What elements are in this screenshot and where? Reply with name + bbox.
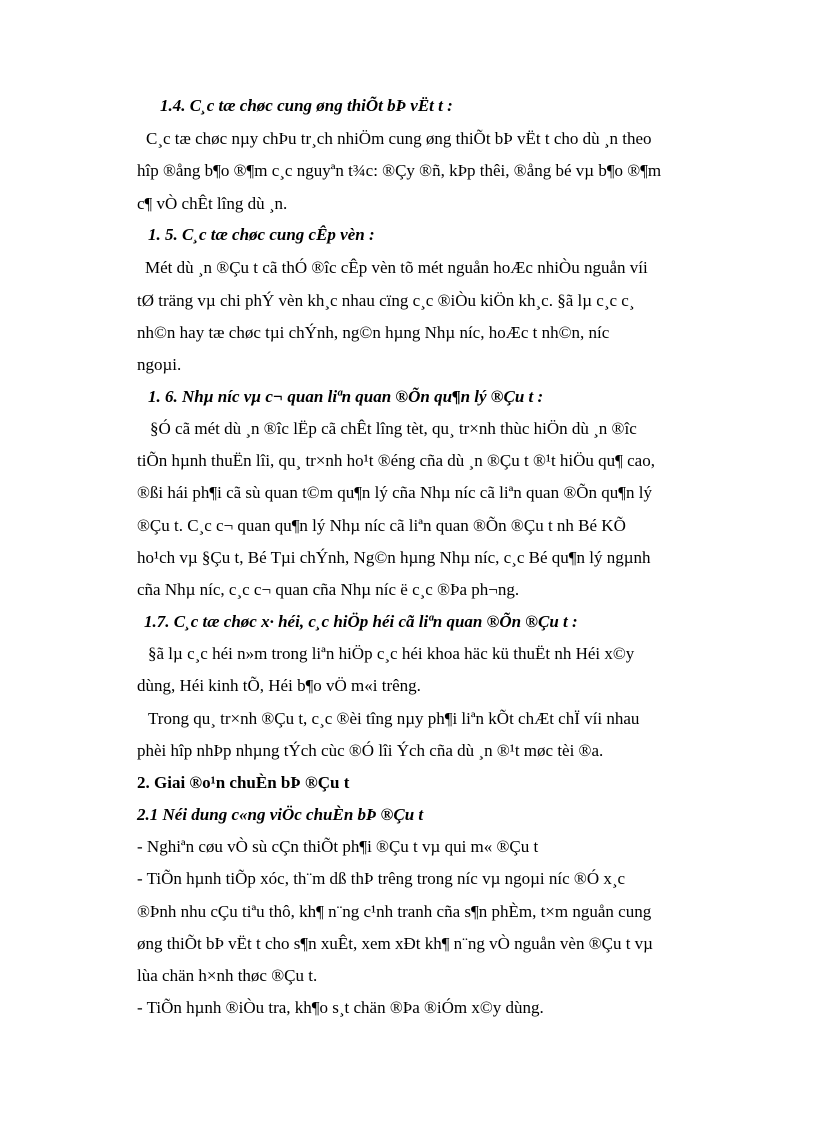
bullet-item: - TiÕn hµnh tiÕp xóc, th¨m dß thÞ trêng trong níc vµ ngoµi níc ®Ó x¸c	[137, 869, 626, 888]
heading-1-5: 1. 5. C¸c tæ chøc cung cÊp vèn :	[148, 225, 375, 244]
paragraph-line: tØ träng vµ chi phÝ vèn kh¸c nhau cïng c¸c ®iÒu kiÖn kh¸c. §ã lµ c¸c c¸	[137, 291, 635, 310]
bullet-item: - TiÕn hµnh ®iÒu tra, kh¶o s¸t chän ®Þa ®iÓm x©y dùng.	[137, 998, 544, 1017]
heading-2: 2. Giai ®o¹n chuÈn bÞ ®Çu t	[137, 773, 350, 792]
paragraph-line: cña Nhµ níc, c¸c c¬ quan cña Nhµ níc ë c¸c ®Þa ph¬ng.	[137, 580, 520, 599]
paragraph-line: C¸c tæ chøc nµy chÞu tr¸ch nhiÖm cung øng thiÕt bÞ vËt t cho dù ¸n theo	[146, 129, 652, 148]
paragraph-line: lùa chän h×nh thøc ®Çu t.	[137, 966, 318, 985]
heading-1-4: 1.4. C¸c tæ chøc cung øng thiÕt bÞ vËt t :	[160, 96, 453, 115]
heading-1-7: 1.7. C¸c tæ chøc x· héi, c¸c hiÖp héi cã liªn quan ®Õn ®Çu t :	[144, 612, 578, 631]
paragraph-line: ®Çu t. C¸c c¬ quan qu¶n lý Nhµ níc cã liªn quan ®Õn ®Çu t nh Bé KÕ	[137, 516, 626, 535]
paragraph-line: §ã lµ c¸c héi n»m trong liªn hiÖp c¸c héi khoa häc kü thuËt nh Héi x©y	[148, 644, 635, 663]
paragraph-line: Trong qu¸ tr×nh ®Çu t, c¸c ®èi tîng nµy ph¶i liªn kÕt chÆt chÏ víi nhau	[148, 709, 640, 728]
paragraph-line: øng thiÕt bÞ vËt t cho s¶n xuÊt, xem xÐt kh¶ n¨ng vÒ nguån vèn ®Çu t vµ	[137, 934, 653, 953]
paragraph-line: ngoµi.	[137, 355, 182, 374]
paragraph-line: c¶ vÒ chÊt lîng dù ¸n.	[137, 194, 288, 213]
paragraph-line: hîp ®ång b¶o ®¶m c¸c nguyªn t¾c: ®Çy ®ñ, kÞp thêi, ®ång bé vµ b¶o ®¶m	[137, 161, 662, 180]
heading-1-6: 1. 6. Nhµ níc vµ c¬ quan liªn quan ®Õn qu¶n lý ®Çu t :	[148, 387, 544, 406]
heading-2-1: 2.1 Néi dung c«ng viÖc chuÈn bÞ ®Çu t	[137, 805, 424, 824]
paragraph-line: Mét dù ¸n ®Çu t cã thÓ ®îc cÊp vèn tõ mét nguån hoÆc nhiÒu nguån víi	[145, 258, 648, 277]
paragraph-line: nh©n hay tæ chøc tµi chÝnh, ng©n hµng Nhµ níc, hoÆc t nh©n, níc	[137, 323, 610, 342]
paragraph-line: tiÕn hµnh thuËn lîi, qu¸ tr×nh ho¹t ®éng cña dù ¸n ®Çu t ®¹t hiÖu qu¶ cao,	[137, 451, 655, 470]
paragraph-line: ®Þnh nhu cÇu tiªu thô, kh¶ n¨ng c¹nh tranh cña s¶n phÈm, t×m nguån cung	[137, 902, 652, 921]
paragraph-line: §Ó cã mét dù ¸n ®îc lËp cã chÊt lîng tèt, qu¸ tr×nh thùc hiÖn dù ¸n ®îc	[150, 419, 637, 438]
paragraph-line: phèi hîp nhÞp nhµng tÝch cùc ®Ó lîi Ých cña dù ¸n ®¹t møc tèi ®a.	[137, 741, 604, 760]
paragraph-line: ho¹ch vµ §Çu t, Bé Tµi chÝnh, Ng©n hµng Nhµ níc, c¸c Bé qu¶n lý ngµnh	[137, 548, 651, 567]
bullet-item: - Nghiªn cøu vÒ sù cÇn thiÕt ph¶i ®Çu t vµ qui m« ®Çu t	[137, 837, 539, 856]
paragraph-line: ®ßi hái ph¶i cã sù quan t©m qu¶n lý cña Nhµ níc cã liªn quan ®Õn qu¶n lý	[137, 483, 652, 502]
paragraph-line: dùng, Héi kinh tÕ, Héi b¶o vÖ m«i trêng.	[137, 676, 421, 695]
